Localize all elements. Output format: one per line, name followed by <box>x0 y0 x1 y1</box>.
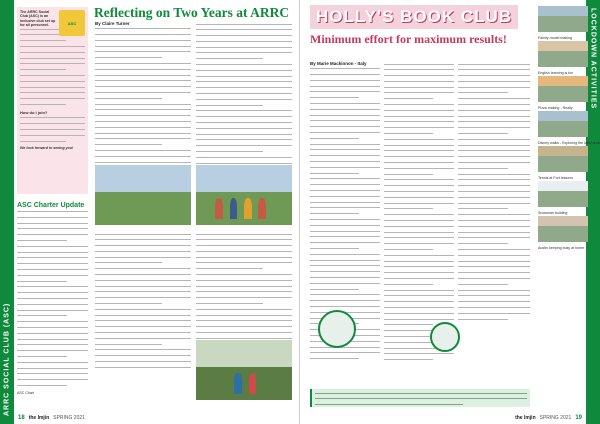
right-page-number: 19 <box>575 415 582 421</box>
photo-tennis: Tennis at Fort lessons <box>538 146 588 172</box>
asc-info-box <box>17 7 88 194</box>
ski-landscape-photo <box>95 165 191 225</box>
asc-intro: The ARRC Social Club (ASC) is an inclusive club set up for all personnel. <box>20 10 56 27</box>
section-tab-right: LOCKDOWN ACTIVITIES <box>586 0 600 424</box>
right-magazine-name: the Imjin <box>515 415 536 421</box>
reflecting-title: Reflecting on Two Years at ARRC <box>94 5 290 20</box>
left-footer <box>18 415 85 421</box>
holly-header <box>310 5 530 47</box>
photo-disney-walks: Disney walks - Exploring the local area <box>538 111 588 137</box>
holly-column-3 <box>458 62 530 324</box>
holly-subtitle: Minimum effort for maximum results! <box>310 32 507 46</box>
holly-title: HOLLY'S BOOK CLUB <box>310 5 518 29</box>
asc-contact-line: We look forward to seeing you! <box>20 146 74 151</box>
photo-english-learning: English learning is fun <box>538 41 588 67</box>
section-tab-left: ARRC SOCIAL CLUB (ASC) <box>0 0 14 424</box>
reflecting-byline: By Claire Turner <box>95 21 130 26</box>
right-season: SPRING 2021 <box>539 415 572 421</box>
left-page-number: 18 <box>18 415 25 421</box>
asc-charter-column <box>17 200 88 395</box>
asc-join-heading: How do I join? <box>20 110 48 116</box>
photo-snowman: Snowman building <box>538 181 588 207</box>
group-hiking-photo <box>196 165 292 225</box>
photo-pizza-making: Pizza making - Really <box>538 76 588 102</box>
charter-signoff: ASC Chair <box>17 390 34 395</box>
photo-austin-at-home: Austin keeping busy at home <box>538 216 588 242</box>
holly-byline: By Marie Mackinnon - Italy <box>310 61 367 66</box>
left-magazine-name: the Imjin <box>28 415 50 421</box>
book-club-note <box>310 389 530 407</box>
photo-family-model: Family model making <box>538 6 588 32</box>
decorative-disc-right <box>430 322 460 352</box>
holly-column-2 <box>384 62 454 365</box>
asc-logo: ASC <box>59 10 85 36</box>
right-page <box>300 0 600 424</box>
reflecting-column-1 <box>95 22 191 185</box>
left-season: SPRING 2021 <box>53 415 85 421</box>
decorative-disc-left <box>318 310 356 348</box>
reflecting-column-3 <box>95 232 191 373</box>
reflecting-column-4 <box>196 232 292 349</box>
charter-heading: ASC Charter Update <box>17 202 85 209</box>
camping-photo <box>196 340 292 400</box>
right-footer <box>515 415 582 421</box>
